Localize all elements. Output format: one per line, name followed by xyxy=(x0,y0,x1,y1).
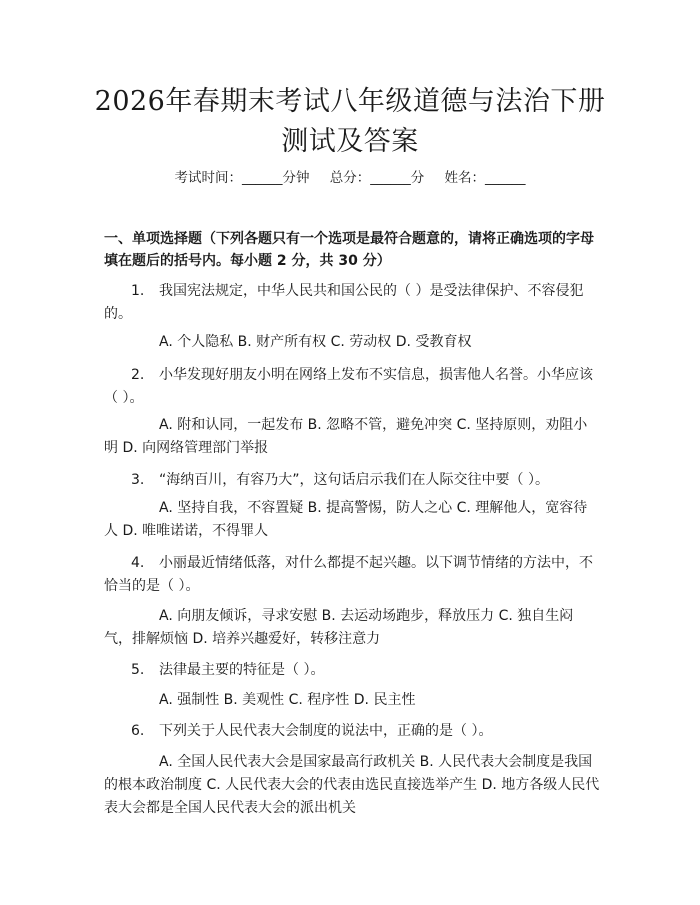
question-text: 我国宪法规定，中华人民共和国公民的（ ）是受法律保护、不容侵犯的。 xyxy=(104,283,584,322)
question-options: A. 坚持自我，不容置疑 B. 提高警惕，防人之心 C. 理解他人，宽容待人 D. 唯唯诺诺，不得罪人 xyxy=(104,500,588,539)
question-options: A. 附和认同，一起发布 B. 忽略不管，避免冲突 C. 坚持原则，劝阻小明 D. 向网络管理部门举报 xyxy=(104,417,588,456)
question-text: “海纳百川，有容乃大”，这句话启示我们在人际交往中要（ ）。 xyxy=(159,472,549,488)
question-number: 6. xyxy=(131,723,145,739)
question-options: A. 向朋友倾诉，寻求安慰 B. 去运动场跑步，释放压力 C. 独自生闷气，排解烦恼 D. 培养兴趣爱好，转移注意力 xyxy=(104,608,574,647)
question-options: A. 个人隐私 B. 财产所有权 C. 劳动权 D. 受教育权 xyxy=(159,334,472,350)
question-text: 下列关于人民代表大会制度的说法中，正确的是（ ）。 xyxy=(159,723,493,739)
name-field: 姓名：______ xyxy=(444,170,526,186)
exam-meta xyxy=(0,168,700,188)
question-stem xyxy=(104,280,600,326)
question-stem xyxy=(104,720,600,743)
question-number: 2. xyxy=(131,367,145,383)
question-stem xyxy=(104,469,600,492)
question-stem xyxy=(104,552,600,598)
question-stem xyxy=(104,364,600,410)
question-text: 小丽最近情绪低落，对什么都提不起兴趣。以下调节情绪的方法中，不恰当的是（ ）。 xyxy=(104,555,593,594)
question-number: 4. xyxy=(131,555,145,571)
question-options: A. 强制性 B. 美观性 C. 程序性 D. 民主性 xyxy=(159,692,416,708)
total-score-field: 总分：______分 xyxy=(329,170,425,186)
question-text: 法律最主要的特征是（ ）。 xyxy=(159,662,325,678)
question-options: A. 全国人民代表大会是国家最高行政机关 B. 人民代表大会制度是我国的根本政治制度 C. 人民代表大会的代表由选民直接选举产生 D. 地方各级人民代表大会都是全国人民代表大会的派出机关 xyxy=(104,754,600,816)
page-title: 2026年春期末考试八年级道德与法治下册测试及答案 xyxy=(94,86,606,157)
question-number: 5. xyxy=(131,662,145,678)
question-number: 1. xyxy=(131,283,145,299)
question-number: 3. xyxy=(131,472,145,488)
exam-time-field: 考试时间：______分钟 xyxy=(174,170,310,186)
question-text: 小华发现好朋友小明在网络上发布不实信息，损害他人名誉。小华应该（ ）。 xyxy=(104,367,593,406)
section-heading: 一、单项选择题（下列各题只有一个选项是最符合题意的，请将正确选项的字母填在题后的括号内。每小题 2 分，共 30 分） xyxy=(104,231,594,269)
question-stem xyxy=(104,659,600,682)
